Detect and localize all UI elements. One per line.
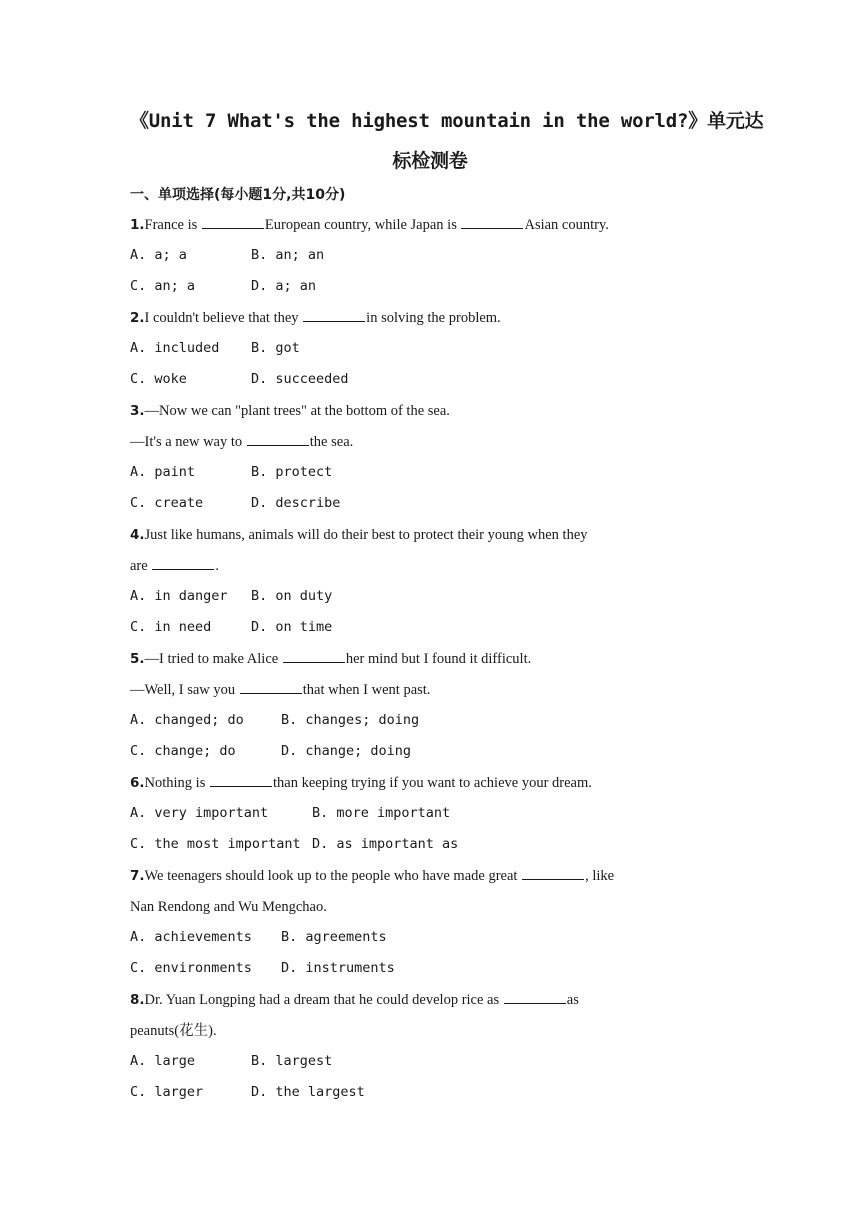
question-7-option-c: C. environments — [130, 960, 252, 976]
answer-blank — [202, 216, 264, 229]
question-7-option-d: D. instruments — [281, 960, 395, 976]
question-7-stem-line — [130, 898, 750, 916]
question-6-stem-line — [130, 774, 750, 792]
question-number: 2. — [130, 310, 145, 326]
page-title-line-2: 标检测卷 — [392, 150, 468, 172]
question-5-stem-line — [130, 650, 750, 668]
question-text: Just like humans, animals will do their best to protect their young when they — [144, 527, 588, 543]
question-6-option-b: B. more important — [312, 805, 451, 821]
question-5-option-b: B. changes; doing — [281, 712, 420, 728]
question-7-stem-line — [130, 867, 750, 885]
question-number: 5. — [130, 651, 145, 667]
question-text: I couldn't believe that they — [144, 310, 303, 326]
question-3-stem-line — [130, 402, 750, 420]
question-number: 4. — [130, 527, 145, 543]
question-text: , like — [585, 868, 615, 884]
answer-blank — [522, 867, 584, 880]
question-4-stem-line — [130, 557, 750, 575]
question-1-option-a: A. a; a — [130, 247, 187, 263]
question-text: Nan Rendong and Wu Mengchao. — [130, 899, 327, 915]
answer-blank — [210, 774, 272, 787]
question-8-option-a: A. large — [130, 1053, 196, 1069]
question-6-option-c: C. the most important — [130, 836, 301, 852]
question-3-option-b: B. protect — [251, 464, 333, 480]
question-3-stem-line — [130, 433, 750, 451]
answer-blank — [247, 433, 309, 446]
question-4-option-c: C. in need — [130, 619, 212, 635]
question-1-stem-line — [130, 216, 750, 234]
question-text: in solving the problem. — [366, 310, 501, 326]
answer-blank — [240, 681, 302, 694]
question-number: 3. — [130, 403, 145, 419]
answer-blank — [504, 991, 566, 1004]
question-text: than keeping trying if you want to achieve your dream. — [272, 775, 592, 791]
question-text: We teenagers should look up to the people who have made great — [144, 868, 522, 884]
question-text: —Well, I saw you — [130, 682, 239, 698]
question-8-option-c: C. larger — [130, 1084, 204, 1100]
question-2-option-c: C. woke — [130, 371, 187, 387]
question-4-stem-line — [130, 526, 750, 544]
question-6-option-a: A. very important — [130, 805, 269, 821]
question-number: 6. — [130, 775, 145, 791]
question-5-stem-line — [130, 681, 750, 699]
question-text: —I tried to make Alice — [144, 651, 282, 667]
question-text: Nothing is — [144, 775, 209, 791]
page-title-line-1: 《Unit 7 What's the highest mountain in the world?》单元达 — [130, 110, 764, 132]
question-8-stem-line — [130, 1022, 750, 1040]
question-text: are — [130, 558, 152, 574]
question-4-option-a: A. in danger — [130, 588, 228, 604]
question-3-option-a: A. paint — [130, 464, 196, 480]
question-text: —It's a new way to — [130, 434, 246, 450]
question-1-option-d: D. a; an — [251, 278, 317, 294]
question-3-option-d: D. describe — [251, 495, 341, 511]
question-2-option-d: D. succeeded — [251, 371, 349, 387]
question-text: peanuts(花生). — [130, 1023, 217, 1039]
answer-blank — [283, 650, 345, 663]
question-number: 1. — [130, 217, 145, 233]
question-text: France is — [144, 217, 201, 233]
question-2-option-a: A. included — [130, 340, 220, 356]
question-text: the sea. — [309, 434, 354, 450]
question-text: —Now we can "plant trees" at the bottom of the sea. — [144, 403, 450, 419]
answer-blank — [152, 557, 214, 570]
question-text: her mind but I found it difficult. — [345, 651, 532, 667]
question-text: Dr. Yuan Longping had a dream that he could develop rice as — [144, 992, 503, 1008]
answer-blank — [461, 216, 523, 229]
answer-blank — [303, 309, 365, 322]
question-8-stem-line — [130, 991, 750, 1009]
question-5-option-a: A. changed; do — [130, 712, 244, 728]
question-text: European country, while Japan is — [264, 217, 461, 233]
question-number: 8. — [130, 992, 145, 1008]
question-8-option-d: D. the largest — [251, 1084, 365, 1100]
question-text: as — [566, 992, 579, 1008]
question-5-option-c: C. change; do — [130, 743, 236, 759]
section-heading: 一、单项选择(每小题1分,共10分) — [130, 187, 346, 203]
question-1-option-b: B. an; an — [251, 247, 325, 263]
question-4-option-b: B. on duty — [251, 588, 333, 604]
question-text: that when I went past. — [302, 682, 431, 698]
question-2-option-b: B. got — [251, 340, 300, 356]
question-6-option-d: D. as important as — [312, 836, 459, 852]
question-7-option-a: A. achievements — [130, 929, 252, 945]
question-7-option-b: B. agreements — [281, 929, 387, 945]
question-2-stem-line — [130, 309, 750, 327]
question-4-option-d: D. on time — [251, 619, 333, 635]
question-text: . — [215, 558, 219, 574]
question-3-option-c: C. create — [130, 495, 204, 511]
question-8-option-b: B. largest — [251, 1053, 333, 1069]
question-5-option-d: D. change; doing — [281, 743, 412, 759]
question-number: 7. — [130, 868, 145, 884]
question-text: Asian country. — [524, 217, 609, 233]
question-1-option-c: C. an; a — [130, 278, 196, 294]
